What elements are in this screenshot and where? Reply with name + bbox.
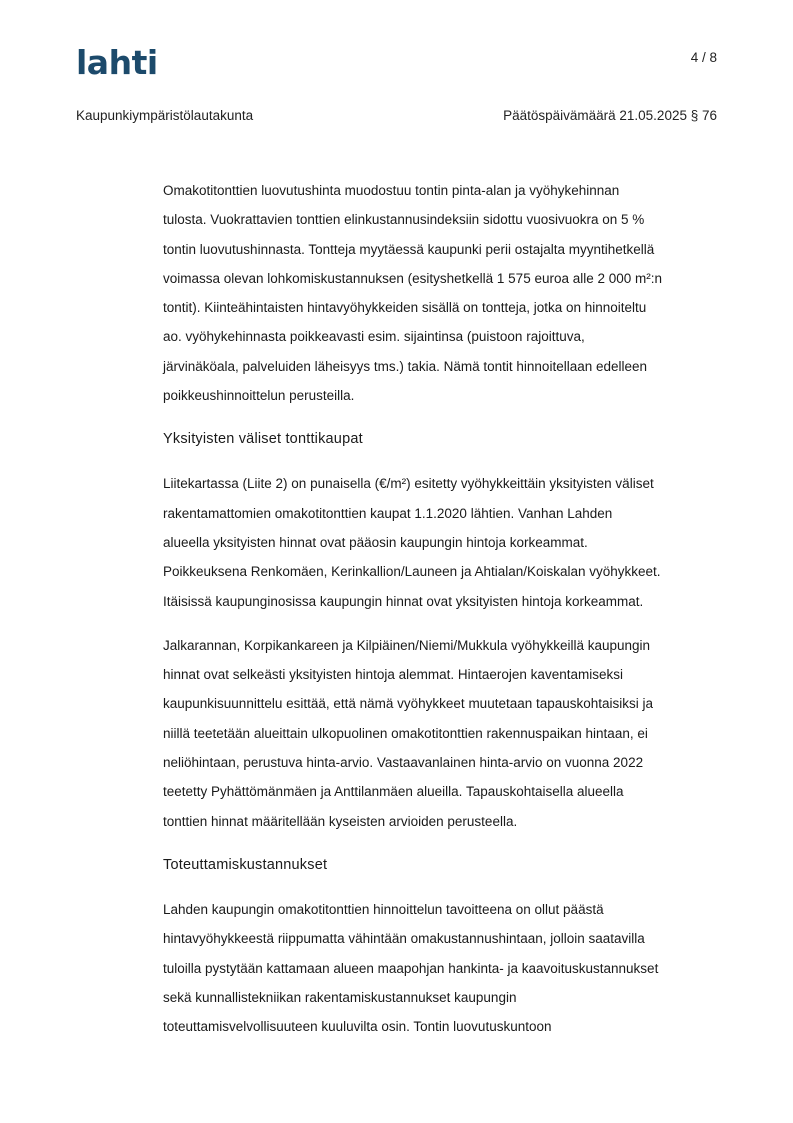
text-line: poikkeushinnoittelun perusteilla. <box>163 388 355 404</box>
text-line: Poikkeuksena Renkomäen, Kerinkallion/Launeen ja Ahtialan/Koiskalan vyöhykkeet. <box>163 564 661 580</box>
document-body <box>163 176 723 1056</box>
text-line: Liitekartassa (Liite 2) on punaisella (€/m²) esitetty vyöhykkeittäin yksityisten väliset <box>163 476 654 492</box>
paragraph-implementation-costs <box>163 895 723 1041</box>
text-line: sekä kunnallistekniikan rakentamiskustannukset kaupungin <box>163 989 517 1005</box>
text-line: hinnat ovat selkeästi yksityisten hintoja alemmat. Hintaerojen kaventamiseksi <box>163 667 623 683</box>
text-line: kaupunkisuunnittelu esittää, että nämä vyöhykkeet muutetaan tapauskohtaisiksi ja <box>163 696 654 712</box>
text-line: teetetty Pyhättömänmäen ja Anttilanmäen alueilla. Tapauskohtaisella alueella <box>163 784 624 800</box>
text-line: alueella yksityisten hinnat ovat pääosin kaupungin hintoja korkeammat. <box>163 534 588 550</box>
text-line: Jalkarannan, Korpikankareen ja Kilpiäinen/Niemi/Mukkula vyöhykkeillä kaupungin <box>163 637 651 653</box>
text-line: tonttien hinnat määritellään kyseisten arvioiden perusteella. <box>163 813 518 829</box>
text-line: tontin luovutushinnasta. Tontteja myytäessä kaupunki perii ostajalta myyntihetkellä <box>163 241 655 257</box>
text-line: ao. vyöhykehinnasta poikkeavasti esim. sijaintinsa (puistoon rajoittuva, <box>163 329 585 345</box>
text-line: tuloilla pystytään kattamaan alueen maapohjan hankinta- ja kaavoituskustannukset <box>163 960 659 976</box>
text-line: voimassa olevan lohkomiskustannuksen (esityshetkellä 1 575 euroa alle 2 000 m²:n <box>163 270 663 286</box>
text-line: toteuttamisvelvollisuuteen kuuluvilta osin. Tontin luovutuskuntoon <box>163 1019 552 1035</box>
text-line: hintavyöhykkeestä riippumatta vähintään omakustannushintaan, jolloin saatavilla <box>163 931 645 947</box>
text-line: tontit). Kiinteähintaisten hintavyöhykkeiden sisällä on tontteja, jotka on hinnoiteltu <box>163 300 647 316</box>
text-line: järvinäköala, palveluiden läheisyys tms.) takia. Nämä tontit hinnoitellaan edelleen <box>163 358 648 374</box>
page-number: 4 / 8 <box>690 50 717 65</box>
section-heading-private-trades: Yksityisten väliset tonttikaupat <box>163 431 363 448</box>
paragraph-private-trades <box>163 469 723 615</box>
text-line: Lahden kaupungin omakotitonttien hinnoittelun tavoitteena on ollut päästä <box>163 901 604 917</box>
organization-name: Kaupunkiympäristölautakunta <box>76 108 254 123</box>
text-line: neliöhintaan, perustuva hinta-arvio. Vastaavanlainen hinta-arvio on vuonna 2022 <box>163 755 644 771</box>
paragraph-zones <box>163 631 723 836</box>
section-heading-implementation-costs: Toteuttamiskustannukset <box>163 856 328 873</box>
text-line: rakentamattomien omakotitonttien kaupat 1.1.2020 lähtien. Vanhan Lahden <box>163 505 613 521</box>
text-line: niillä teetetään alueittain ulkopuolinen omakotitonttien rakennuspaikan hintaan, ei <box>163 725 648 741</box>
lahti-logo: lahti <box>76 43 158 82</box>
text-line: tulosta. Vuokrattavien tonttien elinkustannusindeksiin sidottu vuosivuokra on 5 % <box>163 212 645 228</box>
paragraph-pricing <box>163 176 723 410</box>
text-line: Omakotitonttien luovutushinta muodostuu tontin pinta-alan ja vyöhykehinnan <box>163 183 620 198</box>
decision-date: Päätöspäivämäärä 21.05.2025 § 76 <box>503 108 717 123</box>
text-line: Itäisissä kaupunginosissa kaupungin hinnat ovat yksityisten hintoja korkeammat. <box>163 593 644 609</box>
